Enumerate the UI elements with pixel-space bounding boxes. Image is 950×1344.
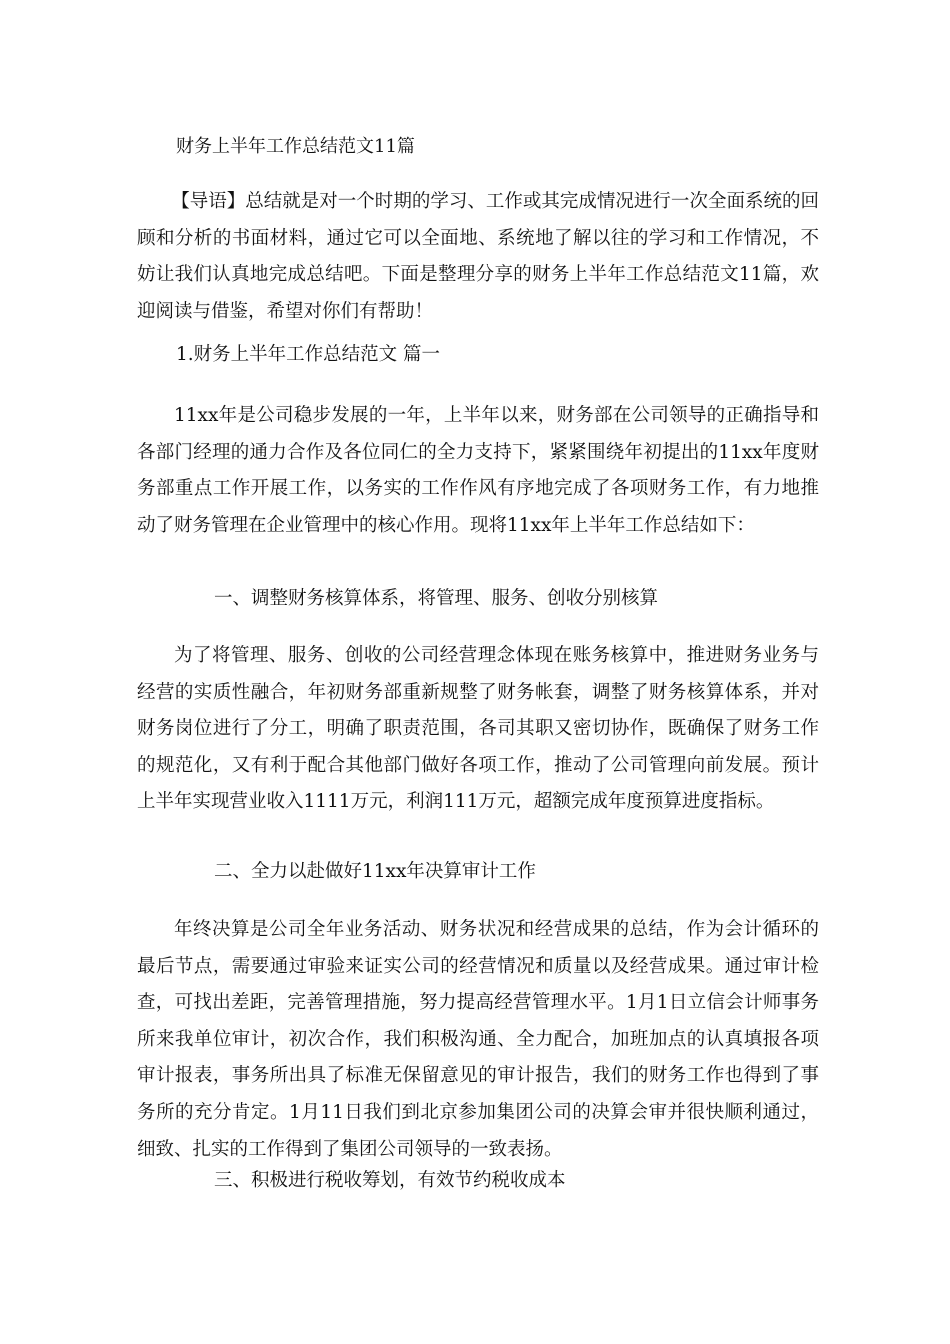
section-heading-1: 一、调整财务核算体系，将管理、服务、创收分别核算 [214, 588, 659, 609]
body-paragraph-3: 年终决算是公司全年业务活动、财务状况和经营成果的总结，作为会计循环的最后节点，需要通过审验来证实公司的经营情况和质量以及经营成果。通过审计检查，可找出差距，完善管理措施，努力提高经营管理水平。1月1日立信会计师事务所来我单位审计，初次合作，我们积极沟通、全力配合，加班加点的认真填报各项审计报表，事务所出具了标准无保留意见的审计报告，我们的财务工作也得到了事务所的充分肯定。1月11日我们到北京参加集团公司的决算会审并很快顺利通过，细致、扎实的工作得到了集团公司领导的一致表扬。 [137, 919, 819, 1160]
section-heading-2: 二、全力以赴做好11xx年决算审计工作 [214, 861, 536, 882]
body-paragraph-1: 11xx年是公司稳步发展的一年，上半年以来，财务部在公司领导的正确指导和各部门经理的通力合作及各位同仁的全力支持下，紧紧围绕年初提出的11xx年度财务部重点工作开展工作，以务实的工作作风有序地完成了各项财务工作，有力地推动了财务管理在企业管理中的核心作用。现将11xx年上半年工作总结如下： [137, 405, 819, 536]
document-title: 财务上半年工作总结范文11篇 [176, 136, 415, 157]
intro-paragraph: 【导语】总结就是对一个时期的学习、工作或其完成情况进行一次全面系统的回顾和分析的书面材料，通过它可以全面地、系统地了解以往的学习和工作情况，不妨让我们认真地完成总结吧。下面是整理分享的财务上半年工作总结范文11篇，欢迎阅读与借鉴，希望对你们有帮助！ [137, 191, 819, 322]
body-paragraph-2: 为了将管理、服务、创收的公司经营理念体现在账务核算中，推进财务业务与经营的实质性融合，年初财务部重新规整了财务帐套，调整了财务核算体系，并对财务岗位进行了分工，明确了职责范围，各司其职又密切协作，既确保了财务工作的规范化，又有利于配合其他部门做好各项工作，推动了公司管理向前发展。预计上半年实现营业收入1111万元，利润111万元，超额完成年度预算进度指标。 [137, 645, 819, 813]
section-heading-3: 三、积极进行税收筹划，有效节约税收成本 [214, 1170, 566, 1191]
article-heading: 1.财务上半年工作总结范文 篇一 [176, 344, 441, 365]
